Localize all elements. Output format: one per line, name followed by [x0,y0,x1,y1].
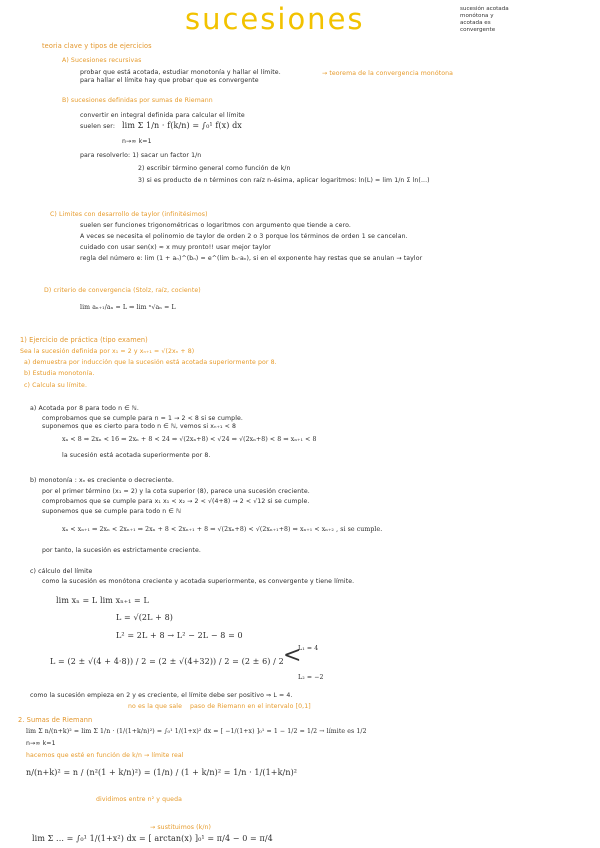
exercise-1-part-c: c) Calcula su límite. [24,382,88,389]
text-eb1: b) monotonía : xₙ es creciente o decreciente. [30,477,174,484]
text-a2: para hallar el límite hay que probar que es convergente [80,77,259,84]
heading-c: C) Limites con desarrollo de taylor (infinitésimos) [50,211,208,218]
text-eb2: por el primer término (x₁ = 2) y la cota superior (8), parece una sucesión creciente. [42,488,310,495]
margin-note-line: convergente [460,27,496,33]
riemann-note-1: no es la que sale [128,703,183,710]
text-ea1: a) Acotada por 8 para todo n ∈ ℕ. [30,405,139,412]
text-eb3: comprobamos que se cumple para x₁ x₁ < x₂ → 2 < √(4+8) → 2 < √12 si se cumple. [42,498,310,505]
text-b1: convertir en integral definida para calcular el límite [80,112,245,119]
text-ec4: L = √(2L + 8) [116,613,174,622]
text-ec1: c) cálculo del límite [30,568,93,575]
heading-exercise-2: 2. Sumas de Riemann [18,716,93,724]
text-ec7: como la sucesión empieza en 2 y es creciente, el límite debe ser positivo ⇒ L = 4. [30,692,293,699]
riemann-note-3: hacemos que esté en función de k/n → límite real [26,752,184,759]
margin-note-line: sucesión acotada [460,6,509,12]
riemann-formula-limits: n→∞ k=1 [122,138,152,145]
heading-exercise-1: 1) Ejercicio de práctica (tipo examen) [20,336,148,344]
riemann-formula: lim Σ 1/n · f(k/n) = ∫₀¹ f(x) dx [122,121,242,130]
riemann-line-4: lim Σ ... = ∫₀¹ 1/(1+x²) dx = [ arctan(x) ]₀¹ = π/4 − 0 = π/4 [32,834,273,843]
text-c4: regla del número e: lim (1 + aₙ)^(bₙ) = e^(lim bₙ·aₙ), si en el exponente hay restas que se anulan → taylor [80,255,423,262]
exercise-1-intro: Sea la sucesión definida por x₁ = 2 y xₙ₊₁ = √(2xₙ + 8) [20,348,195,355]
text-b3: para resolverlo: 1) sacar un factor 1/n [80,152,202,159]
text-ec5: L² = 2L + 8 → L² − 2L − 8 = 0 [116,631,243,640]
riemann-note-4: dividimos entre n² y queda [96,796,182,803]
text-eb5: xₙ < xₙ₊₁ ⇒ 2xₙ < 2xₙ₊₁ ⇒ 2xₙ + 8 < 2xₙ₊₁ + 8 ⇒ √(2xₙ+8) < √(2xₙ₊₁+8) ⇒ xₙ₊₁ < xₙ₊₂ , si se cumple. [62,526,383,533]
text-b2: suelen ser: [80,123,116,130]
exercise-1-part-a: a) demuestra por inducción que la sucesión está acotada superiormente por 8. [24,359,277,366]
margin-note [460,6,509,34]
text-eb4: suponemos que se cumple para todo n ∈ ℕ [42,508,181,515]
text-b4: 2) escribir término general como función de k/n [138,165,291,172]
riemann-note-2: paso de Riemann en el intervalo [0,1] [190,703,311,710]
solution-l2: L₂ = −2 [298,674,324,681]
exercise-1-part-b: b) Estudia monotonía. [24,370,95,377]
text-ea4: xₙ < 8 ⇒ 2xₙ < 16 ⇒ 2xₙ + 8 < 24 ⇒ √(2xₙ+8) < √24 ⇒ √(2xₙ+8) < 8 ⇒ xₙ₊₁ < 8 [62,436,317,443]
text-d1: lim aₙ₊₁/aₙ = L ⇒ lim ⁿ√aₙ = L [80,304,176,311]
text-ea3: suponemos que es cierto para todo n ∈ ℕ, vemos si xₙ₊₁ < 8 [42,423,237,430]
riemann-note-5: → sustituimos (k/n) [150,824,212,831]
text-a2-note: → teorema de la convergencia monótona [322,70,454,77]
section-heading-teoria: teoria clave y tipos de ejercicios [42,42,152,50]
heading-b: B) sucesiones definidas por sumas de Riemann [62,97,213,104]
riemann-line-2: n/(n+k)² = n / (n²(1 + k/n)²) = (1/n) / (1 + k/n)² = 1/n · 1/(1+k/n)² [26,768,298,777]
riemann-line-1-limits: n→∞ k=1 [26,740,56,747]
heading-d: D) criterio de convergencia (Stolz, raíz, cociente) [44,287,201,294]
text-c3: cuidado con usar sen(x) ≈ x muy pronto!! usar mejor taylor [80,244,271,251]
text-b5: 3) si es producto de n términos con raíz n-ésima, aplicar logaritmos: ln(L) = lim 1/n Σ ln(...) [138,177,430,184]
text-ea5: la sucesión está acotada superiormente por 8. [62,452,211,459]
text-c1: suelen ser funciones trigonométricas o logaritmos con argumento que tiende a cero. [80,222,351,229]
text-ec2: como la sucesión es monótona creciente y acotada superiormente, es convergente y tiene límite. [42,578,355,585]
text-a1: probar que está acotada, estudiar monotonía y hallar el límite. [80,69,281,76]
riemann-line-1: lim Σ n/(n+k)² = lim Σ 1/n · (1/(1+k/n)²) = ∫₀¹ 1/(1+x)² dx = [ −1/(1+x) ]₀¹ = 1 − 1/2 = 1/2 → límite es 1/2 [26,728,367,735]
text-ea2: comprobamos que se cumple para n = 1 → 2 < 8 si se cumple. [42,415,244,422]
text-ec6: L = (2 ± √(4 + 4·8)) / 2 = (2 ± √(4+32)) / 2 = (2 ± 6) / 2 [50,657,284,666]
text-ec3: lim xₙ = L lim xₙ₊₁ = L [56,596,149,605]
heading-a: A) Sucesiones recursivas [62,57,142,64]
text-c2: A veces se necesita el polinomio de taylor de orden 2 o 3 porque los términos de orden 1 se cancelan. [80,233,408,240]
margin-note-line: acotada es [460,20,491,26]
page-title: sucesiones [185,2,365,36]
solution-brace: < [283,643,302,668]
text-eb6: por tanto, la sucesión es estrictamente creciente. [42,547,201,554]
solution-l1: L₁ = 4 [298,645,319,652]
margin-note-line: monótona y [460,13,494,19]
